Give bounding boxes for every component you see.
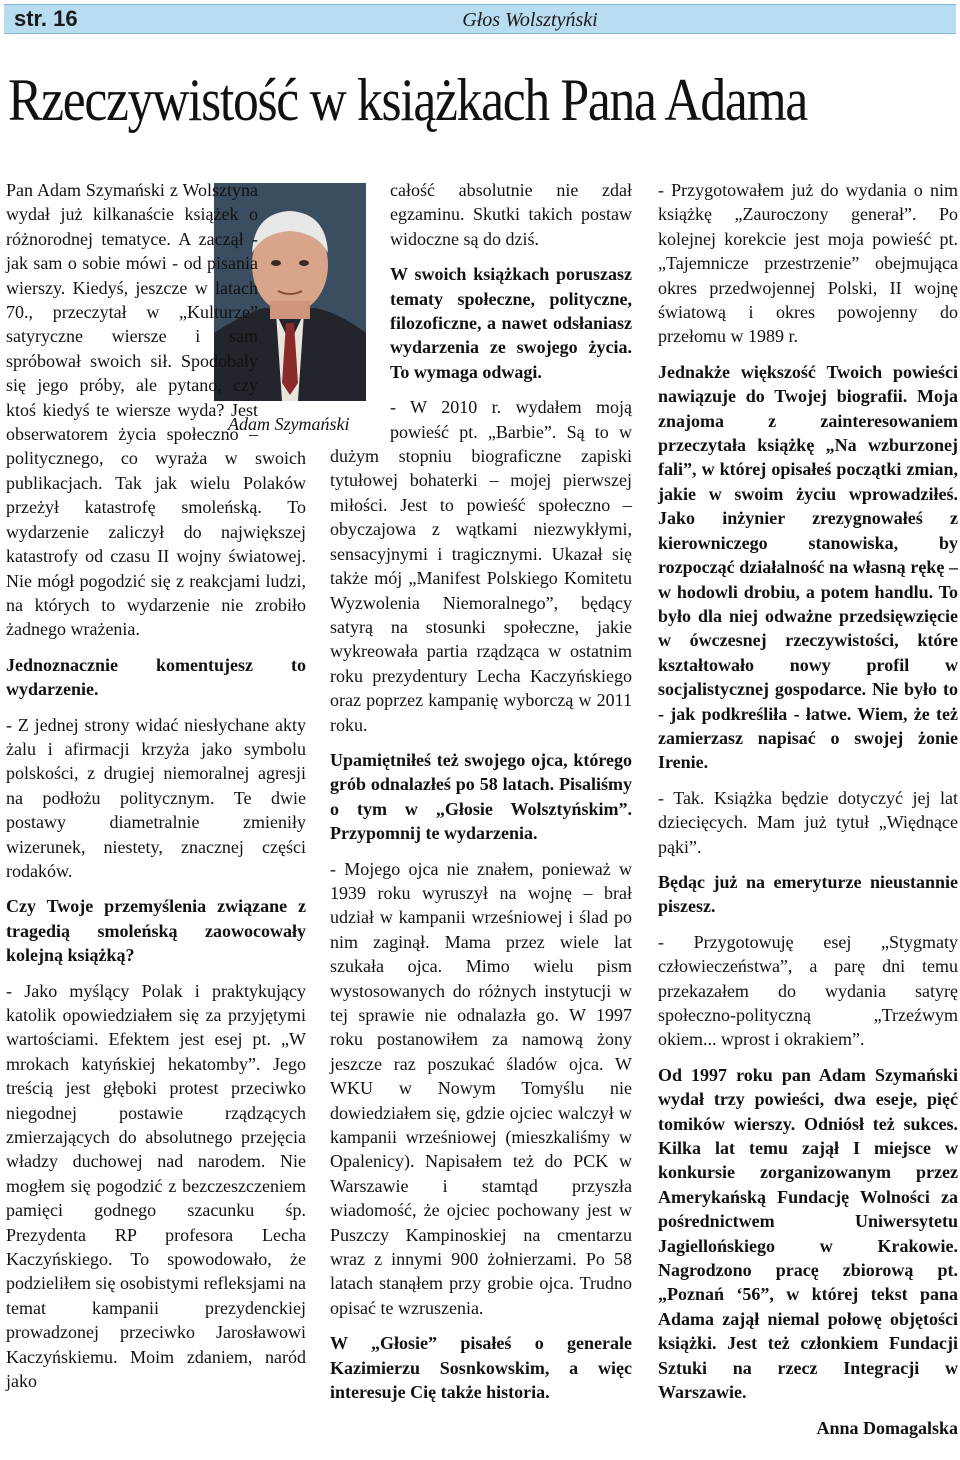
paragraph: całość absolutnie nie zdał egzaminu. Skutki takich postaw widoczne są do dziś.: [390, 180, 632, 249]
paragraph: - Jako myślący Polak i praktykujący katolik opowiedziałem się za przyjętymi wartościami. Efektem jest esej pt. „W mrokach katyńskiej hekatomby”. Jego treścią jest głęboki protest przeciwko niegodnej postawie rządzących zmierzających do absolutnego przejęcia władzy duchowej nad narodem. Nie mogłem się pogodzić z bezczeszczeniem pamięci godnego szacunku śp. Prezydenta RP profesora Lecha Kaczyńskiego. To spowodowało, że podzieliłem się osobistymi refleksjami na temat kampanii prezydenckiej prowadzonej przeciwko Jarosławowi Kaczyńskiemu. Moim zdaniem, naród jako: [6, 980, 306, 1392]
closing-paragraph: Od 1997 roku pan Adam Szymański wydał trzy powieści, dwa eseje, pięć tomików wierszy. Odniósł też sukces. Kilka lat temu zajął I miejsce w konkursie zorganizowanym przez Amerykańską Fundację Wolności za pośrednictwem Uniwersytetu Jagiellońskiego w Krakowie. Nagrodzono pracę zbiorową pt. „Poznań ‘56”, w której tekst pana Adama zajął niemal połowę objętości książki. Jest też członkiem Fundacji Sztuki na rzecz Integracji w Warszawie.: [658, 1064, 958, 1403]
article-title: Rzeczywistość w książkach Pana Adama: [8, 67, 807, 133]
question: W „Głosie” pisałeś o generale Kazimierzu Sosnkowskim, a więc interesuje Cię także historia.: [330, 1333, 632, 1403]
question: Jednoznacznie komentujesz to wydarzenie.: [6, 654, 306, 700]
paragraph: - Przygotowałem już do wydania o nim książkę „Zauroczony generał”. Po kolejnej korekcie jest moja powieść pt. „Tajemnicze przestrzenie” obejmująca okres przedwojennej Polski, II wojnę światową i okres powojenny do przełomu w 1989 r.: [658, 180, 958, 347]
paragraph: - Mojego ojca nie znałem, ponieważ w 1939 roku wyruszył na wojnę – brał udział w kampanii wrześniowej i ślad po nim zaginął. Mama przez wiele lat szukała ojca. Mimo wielu pism wystosowanych do różnych instytucji w tej sprawie nie odnalazła go. W 1997 roku postanowiłem za namową żony jeszcze raz poszukać śladów ojca. W WKU w Nowym Tomyślu nie dowiedziałem się, gdzie ojciec walczył w kampanii wrześniowej (mieszkaliśmy w Opalenicy). Napisałem też do PCK w Warszawie i stamtąd przyszła wiadomość, że ojciec pochowany jest w Puszczy Kampinoskiej na cmentarzu wraz z innymi 900 żołnierzami. Po 58 latach stanąłem przy grobie ojca. Trudno opisać te wzruszenia.: [330, 858, 632, 1318]
author-signature: Anna Domagalska: [816, 1417, 958, 1438]
page-number: str. 16: [14, 6, 78, 31]
column-3: [658, 178, 958, 1440]
question: Będąc już na emeryturze nieustannie piszesz.: [658, 871, 958, 917]
newspaper-name: Głos Wolsztyński: [462, 9, 598, 31]
question: Czy Twoje przemyślenia związane z tragedią smoleńską zaowocowały kolejną książką?: [6, 896, 306, 966]
column-2: [330, 178, 632, 1416]
question: Upamiętniłeś też swojego ojca, którego grób odnalazłeś po 58 latach. Pisaliśmy o tym w „Głosie Wolsztyńskim”. Przypomnij te wydarzenia.: [330, 749, 632, 844]
column-1: [6, 178, 306, 1405]
question: Jednakże większość Twoich powieści nawiązuje do Twojej biografii. Moja znajoma z zainteresowaniem przeczytała książkę „Na wzburzonej fali”, w której opisałeś początki zmian, jakie w swoim życiu wprowadziłeś. Jako inżynier zrezygnowałeś z kierowniczego stanowiska, by rozpocząć działalność na własną rękę – w hodowli drobiu, a potem handlu. To było dla niej odważne przedsięwzięcie w ówczesnej rzeczywistości, które kształtowało nowy profil w socjalistycznej gospodarce. Nie było to - jak podkreśliła - łatwe. Wiem, że też zamierzasz napisać o swojej żonie Irenie.: [658, 361, 958, 773]
paragraph: Pan Adam Szymański z Wolsztyna wydał już kilkanaście książek o różnorodnej tematyce. A zaczął - jak sam o sobie mówi - od pisania wierszy. Kiedyś, jeszcze w latach 70., przeczytał w „Kulturze” satyryczne wiersze i sam spróbował swoich sił. Spodobały się jego próby, ale pytano, czy ktoś kiedyś te wiersze wyda? Jest obserwatorem życia społeczno – politycznego, co wyraża w swoich publikacjach. Tak jak wielu Polaków przeżył katastrofę smoleńską. To wydarzenie zaliczył do największej katastrofy od czasu II wojny światowej. Nie mógł pogodzić się z reakcjami ludzi, na których to wydarzenie nie zrobiło żadnego wrażenia.: [6, 180, 306, 640]
paragraph: - Przygotowuję esej „Stygmaty człowieczeństwa”, a parę dni temu przekazałem do wydania satyrę społeczno-polityczną „Trzeźwym okiem... wprost i okrakiem”.: [658, 931, 958, 1050]
photo-caption: Adam Szymański: [228, 414, 350, 434]
header-bar: [4, 4, 956, 34]
paragraph: - Z jednej strony widać niesłychane akty żalu i afirmacji krzyża jako symbolu polskości, z drugiej niemoralnej agresji na podłożu politycznym. Te dwie postawy diametralnie zmieniły wizerunek, niestety, znacznej części rodaków.: [6, 714, 306, 881]
caption-spacer: [330, 178, 386, 440]
paragraph: - W 2010 r. wydałem moją powieść pt. „Barbie”. Są to w dużym stopniu biograficzne zapiski tytułowej bohaterki – mojej pierwszej miłości. Jest to powieść społeczno – obyczajowa z wątkami niezwykłymi, sensacyjnymi i tragicznymi. Ukazał się także mój „Manifest Polskiego Komitetu Wyzwolenia Niemoralnego”, będący satyrą na stosunki społeczne, jakie wykreowała partia rządząca w ostatnim roku prezydentury Lecha Kaczyńskiego oraz poprzez kampanię wyborczą w 2011 roku.: [330, 397, 632, 735]
question: W swoich książkach poruszasz tematy społeczne, polityczne, filozoficzne, a nawet odsłaniasz wydarzenia ze swojego życia. To wymaga odwagi.: [390, 264, 632, 382]
paragraph: - Tak. Książka będzie dotyczyć jej lat dziecięcych. Mam już tytuł „Więdnące pąki”.: [658, 787, 958, 857]
